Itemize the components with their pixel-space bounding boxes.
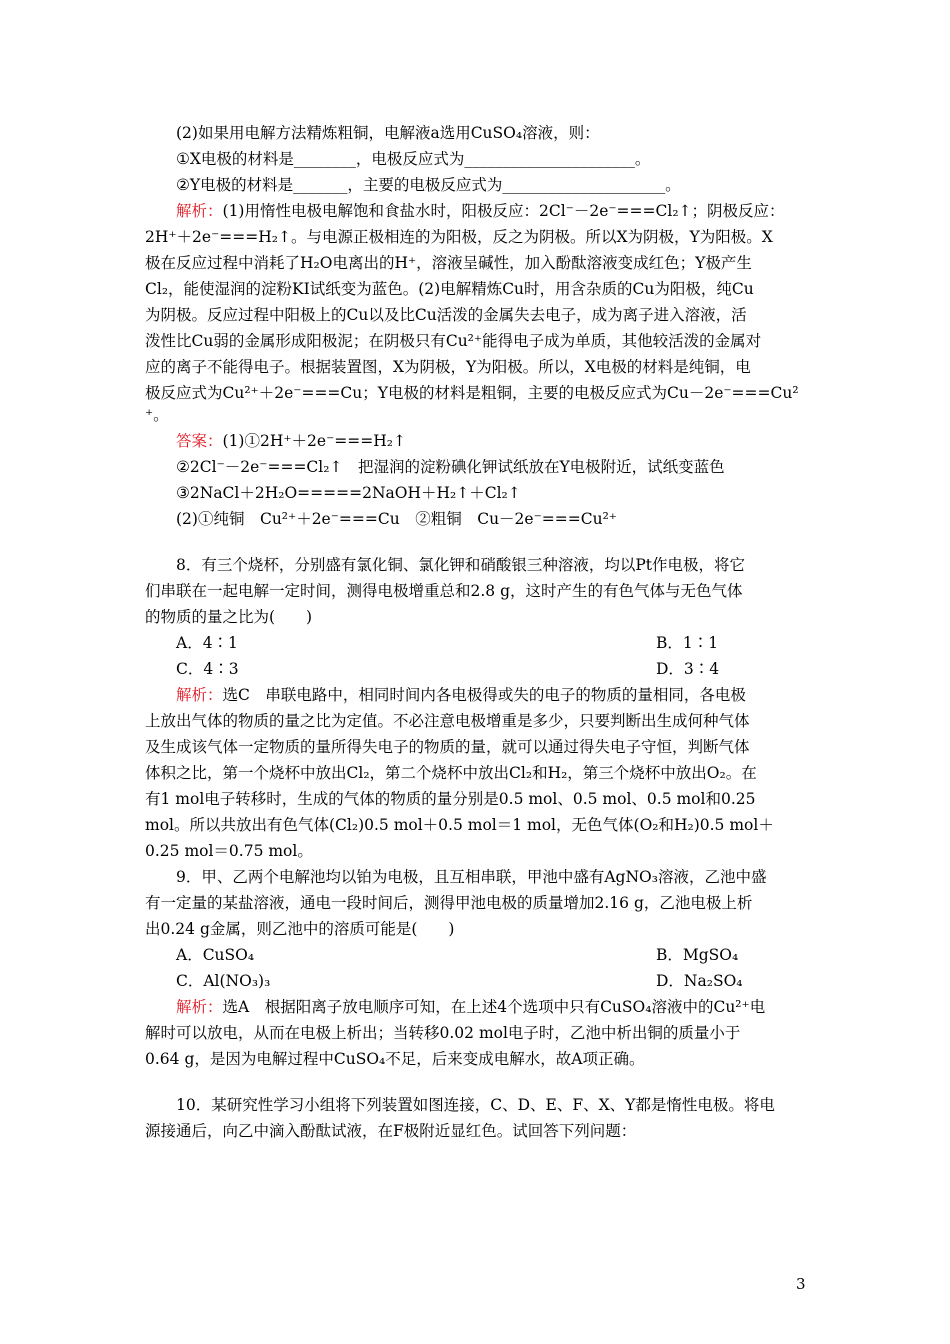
- q7-answer-line: (2)①纯铜 Cu²⁺＋2e⁻===Cu ②粗铜 Cu－2e⁻===Cu²⁺: [176, 510, 617, 528]
- q8-stem: 的物质的量之比为( ): [145, 608, 313, 626]
- q7-analysis-line: 极反应式为Cu²⁺＋2e⁻===Cu；Y电极的材料是粗铜，主要的电极反应式为Cu－2e⁻===Cu²: [145, 384, 799, 402]
- q7-answer-line: [176, 428, 406, 454]
- q7-part2-item2: ②Y电极的材料是_______，主要的电极反应式为_____________________。: [176, 176, 681, 194]
- q9-analysis-line: [176, 994, 765, 1020]
- q9-analysis-line: 0.64 g，是因为电解过程中CuSO₄不足，后来变成电解水，故A项正确。: [145, 1050, 645, 1068]
- answer-text: (1)①2H⁺＋2e⁻===H₂↑: [222, 432, 406, 450]
- q7-answer-line: ②2Cl⁻－2e⁻===Cl₂↑ 把湿润的淀粉碘化钾试纸放在Y电极附近，试纸变蓝色: [176, 458, 725, 476]
- analysis-label: 解析：: [176, 686, 223, 704]
- q9-stem: 有一定量的某盐溶液，通电一段时间后，测得甲池电极的质量增加2.16 g，乙池电极上析: [145, 894, 753, 912]
- q8-analysis-line: 0.25 mol＝0.75 mol。: [145, 842, 313, 860]
- q8-stem: 8．有三个烧杯，分别盛有氯化铜、氯化钾和硝酸银三种溶液，均以Pt作电极，将它: [176, 556, 746, 574]
- q8-analysis-line: 上放出气体的物质的量之比为定值。不必注意电极增重是多少，只要判断出生成何种气体: [145, 712, 750, 730]
- q7-answer-line: ③2NaCl＋2H₂O=====2NaOH＋H₂↑＋Cl₂↑: [176, 484, 521, 502]
- q7-analysis-line: ⁺。: [145, 406, 169, 424]
- q8-analysis-line: 体积之比，第一个烧杯中放出Cl₂，第二个烧杯中放出Cl₂和H₂，第三个烧杯中放出O₂。在: [145, 764, 757, 782]
- q9-option-c: C．Al(NO₃)₃: [176, 972, 271, 990]
- q7-analysis-line: 应的离子不能得电子。根据装置图，X为阴极，Y为阳极。所以，X电极的材料是纯铜，电: [145, 358, 751, 376]
- q9-stem: 9．甲、乙两个电解池均以铂为电极，且互相串联，甲池中盛有AgNO₃溶液，乙池中盛: [176, 868, 767, 886]
- q7-analysis-line: 泼性比Cu弱的金属形成阳极泥；在阴极只有Cu²⁺能得电子成为单质，其他较活泼的金属对: [145, 332, 762, 350]
- q8-option-d: D．3∶4: [656, 660, 720, 678]
- q10-stem: 源接通后，向乙中滴入酚酞试液，在F极附近显红色。试回答下列问题：: [145, 1122, 637, 1140]
- q10-stem: 10．某研究性学习小组将下列装置如图连接，C、D、E、F、X、Y都是惰性电极。将电: [176, 1096, 775, 1114]
- q8-analysis-line: mol。所以共放出有色气体(Cl₂)0.5 mol＋0.5 mol＝1 mol，无色气体(O₂和H₂)0.5 mol＋: [145, 816, 774, 834]
- q9-analysis-line: 解时可以放电，从而在电极上析出；当转移0.02 mol电子时，乙池中析出铜的质量小于: [145, 1024, 741, 1042]
- analysis-label: 解析：: [176, 202, 223, 220]
- q8-options-row: [176, 656, 720, 682]
- page-number: 3: [796, 1275, 806, 1293]
- q8-option-c: C．4∶3: [176, 660, 239, 678]
- q9-option-b: B．MgSO₄: [656, 946, 739, 964]
- analysis-text: 选A 根据阳离子放电顺序可知，在上述4个选项中只有CuSO₄溶液中的Cu²⁺电: [222, 998, 766, 1016]
- analysis-text: (1)用惰性电极电解饱和食盐水时，阳极反应：2Cl⁻－2e⁻===Cl₂↑；阴极反应：: [222, 202, 785, 220]
- q8-analysis-line: [176, 682, 746, 708]
- q7-part2-item1: ①X电极的材料是________，电极反应式为______________________。: [176, 150, 651, 168]
- analysis-text: 选C 串联电路中，相同时间内各电极得或失的电子的物质的量相同，各电极: [222, 686, 746, 704]
- q7-analysis-line: [176, 198, 785, 224]
- q9-options-row: [176, 968, 743, 994]
- analysis-label: 解析：: [176, 998, 223, 1016]
- q7-analysis-line: 极在反应过程中消耗了H₂O电离出的H⁺，溶液呈碱性，加入酚酞溶液变成红色；Y极产生: [145, 254, 752, 272]
- q9-options-row: [176, 942, 739, 968]
- q8-analysis-line: 及生成该气体一定物质的量所得失电子的物质的量，就可以通过得失电子守恒，判断气体: [145, 738, 750, 756]
- q9-stem: 出0.24 g金属，则乙池中的溶质可能是( ): [145, 920, 455, 938]
- q7-analysis-line: 2H⁺＋2e⁻===H₂↑。与电源正极相连的为阳极，反之为阴极。所以X为阴极，Y为阳极。X: [145, 228, 773, 246]
- q8-analysis-line: 有1 mol电子转移时，生成的气体的物质的量分别是0.5 mol、0.5 mol、0.5 mol和0.25: [145, 790, 756, 808]
- q7-analysis-line: Cl₂，能使湿润的淀粉KI试纸变为蓝色。(2)电解精炼Cu时，用含杂质的Cu为阳极，纯Cu: [145, 280, 754, 298]
- answer-label: 答案：: [176, 432, 223, 450]
- q9-option-a: A．CuSO₄: [176, 946, 255, 964]
- q9-option-d: D．Na₂SO₄: [656, 972, 743, 990]
- q8-option-b: B．1∶1: [656, 634, 719, 652]
- q8-options-row: [176, 630, 719, 656]
- q7-analysis-line: 为阴极。反应过程中阳极上的Cu以及比Cu活泼的金属失去电子，成为离子进入溶液，活: [145, 306, 747, 324]
- q7-part2-stem: (2)如果用电解方法精炼粗铜，电解液a选用CuSO₄溶液，则：: [176, 124, 600, 142]
- q8-option-a: A．4∶1: [176, 634, 238, 652]
- q8-stem: 们串联在一起电解一定时间，测得电极增重总和2.8 g，这时产生的有色气体与无色气体: [145, 582, 743, 600]
